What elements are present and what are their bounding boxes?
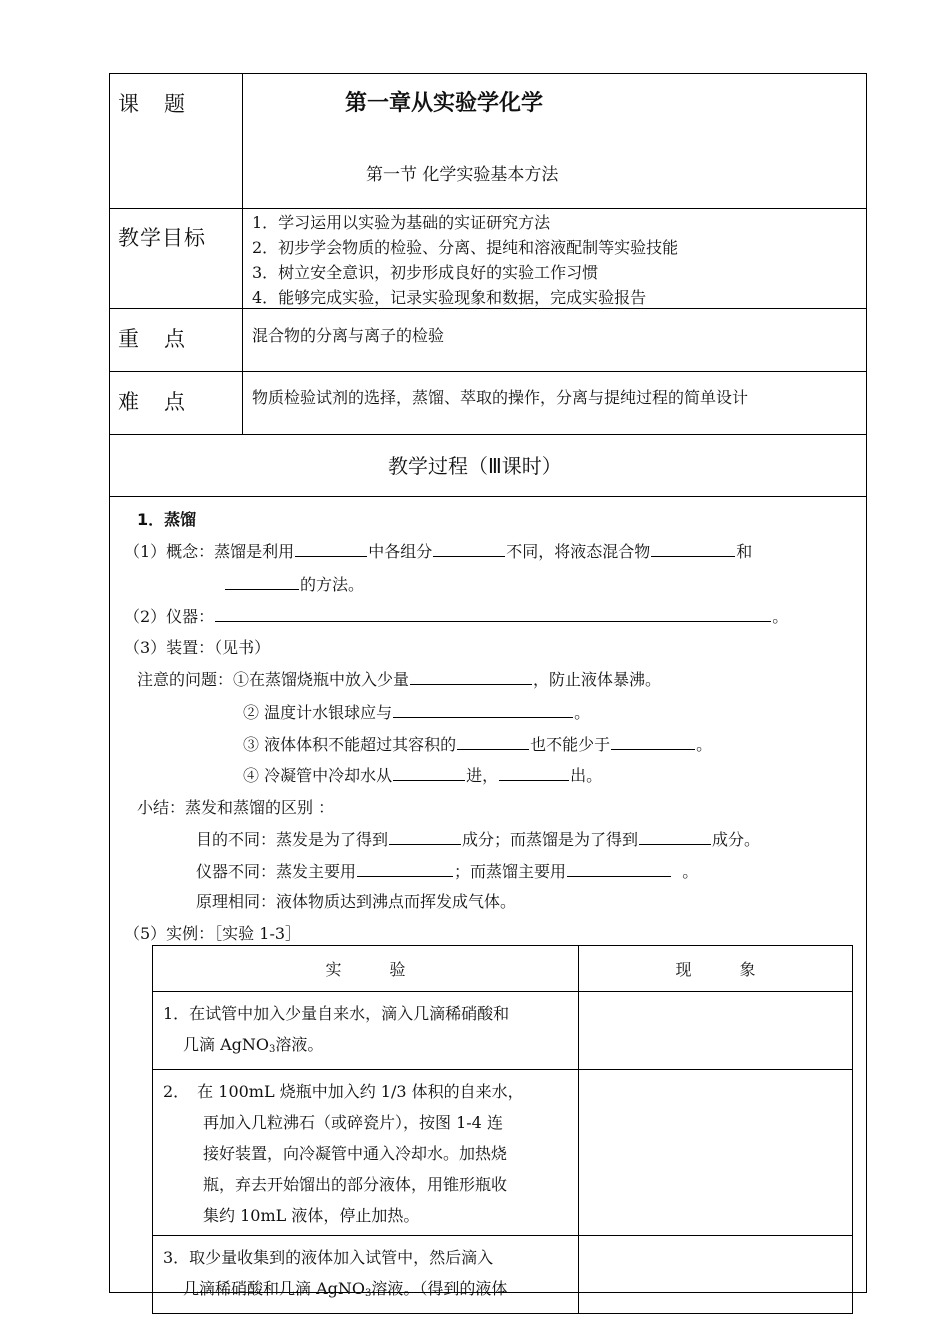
- experiment-text: 集约 10mL 液体，停止加热。: [203, 1206, 420, 1225]
- blank: [295, 538, 367, 557]
- difficulty-text: 物质检验试剂的选择，蒸馏、萃取的操作，分离与提纯过程的简单设计: [252, 388, 749, 407]
- row-divider: [109, 208, 867, 209]
- blank: [567, 858, 671, 877]
- table-header-row: [153, 946, 853, 992]
- blank: [393, 762, 465, 781]
- distillation-heading: 1．蒸馏: [137, 510, 197, 529]
- blank: [651, 538, 735, 557]
- experiment-text: 3．取少量收集到的液体加入试管中，然后滴入: [163, 1248, 494, 1267]
- principle-line: 原理相同：液体物质达到沸点而挥发成气体。: [196, 892, 517, 911]
- table-row: [153, 1236, 853, 1314]
- objective-item: 1．学习运用以实验为基础的实证研究方法: [252, 213, 551, 232]
- blank: [499, 762, 569, 781]
- column-header-experiment: 实 验: [153, 946, 579, 992]
- objective-item: 3．树立安全意识，初步形成良好的实验工作习惯: [252, 263, 599, 282]
- objectives-label: 教学目标: [118, 226, 206, 250]
- experiment-cell: [153, 992, 579, 1070]
- blank: [639, 826, 711, 845]
- subject-label: 课 题: [118, 92, 187, 116]
- row-divider: [109, 496, 867, 497]
- phenomenon-cell: [579, 1236, 853, 1314]
- example-line: （5）实例：［实验 1-3］: [124, 924, 302, 943]
- experiment-text: 2． 在 100mL 烧瓶中加入约 1/3 体积的自来水，: [163, 1082, 524, 1101]
- experiment-table: [152, 945, 853, 1314]
- blank: [393, 699, 573, 718]
- row-divider: [109, 308, 867, 309]
- note-line: 注意的问题：①在蒸馏烧瓶中放入少量 ，防止液体暴沸。: [137, 666, 661, 690]
- summary-line: 小结：蒸发和蒸馏的区别 ：: [137, 798, 335, 817]
- note-line: ③ 液体体积不能超过其容积的 也不能少于 。: [243, 731, 712, 755]
- process-title: 教学过程（Ⅲ课时）: [388, 454, 562, 478]
- purpose-line: 目的不同：蒸发是为了得到 成分；而蒸馏是为了得到 成分。: [196, 826, 760, 850]
- concept-line-2: 的方法。: [224, 571, 364, 595]
- blank: [215, 603, 771, 622]
- objective-item: 4．能够完成实验，记录实验现象和数据，完成实验报告: [252, 288, 647, 307]
- chapter-title: 第一章从实验学化学: [345, 91, 544, 116]
- blank: [357, 858, 453, 877]
- table-row: [153, 1070, 853, 1236]
- instrument-line: （2）仪器： 。: [124, 603, 788, 627]
- concept-line: （1）概念：蒸馏是利用 中各组分 不同，将液态混合物 和: [124, 538, 752, 562]
- row-divider: [109, 371, 867, 372]
- difficulty-label: 难 点: [118, 390, 187, 414]
- label-column-divider: [242, 73, 243, 434]
- key-point-label: 重 点: [118, 327, 187, 351]
- experiment-text: 瓶，弃去开始馏出的部分液体，用锥形瓶收: [203, 1175, 508, 1194]
- experiment-text: 几滴稀硝酸和几滴 AgNO$_3$溶液。（得到的液体: [183, 1279, 508, 1299]
- blank: [457, 731, 529, 750]
- objective-item: 2．初步学会物质的检验、分离、提纯和溶液配制等实验技能: [252, 238, 679, 257]
- experiment-text: 1．在试管中加入少量自来水，滴入几滴稀硝酸和: [163, 1004, 510, 1023]
- phenomenon-cell: [579, 992, 853, 1070]
- equipment-line: 仪器不同：蒸发主要用 ；而蒸馏主要用 。: [196, 858, 698, 882]
- section-title: 第一节 化学实验基本方法: [366, 165, 559, 185]
- key-point-text: 混合物的分离与离子的检验: [252, 326, 445, 345]
- blank: [225, 571, 299, 590]
- table-row: [153, 992, 853, 1070]
- blank: [389, 826, 461, 845]
- experiment-cell: [153, 1070, 579, 1236]
- device-line: （3）装置：（见书）: [124, 638, 271, 657]
- note-line: ④ 冷凝管中冷却水从 进， 出。: [243, 762, 602, 786]
- experiment-cell: [153, 1236, 579, 1314]
- column-header-phenomenon: 现 象: [579, 946, 853, 992]
- phenomenon-cell: [579, 1070, 853, 1236]
- blank: [410, 666, 532, 685]
- experiment-text: 接好装置，向冷凝管中通入冷却水。加热烧: [203, 1144, 508, 1163]
- experiment-text: 再加入几粒沸石（或碎瓷片），按图 1-4 连: [203, 1113, 503, 1132]
- blank: [433, 538, 505, 557]
- row-divider: [109, 434, 867, 435]
- note-line: ② 温度计水银球应与 。: [243, 699, 590, 723]
- experiment-text: 几滴 AgNO$_3$溶液。: [183, 1035, 324, 1055]
- blank: [611, 731, 695, 750]
